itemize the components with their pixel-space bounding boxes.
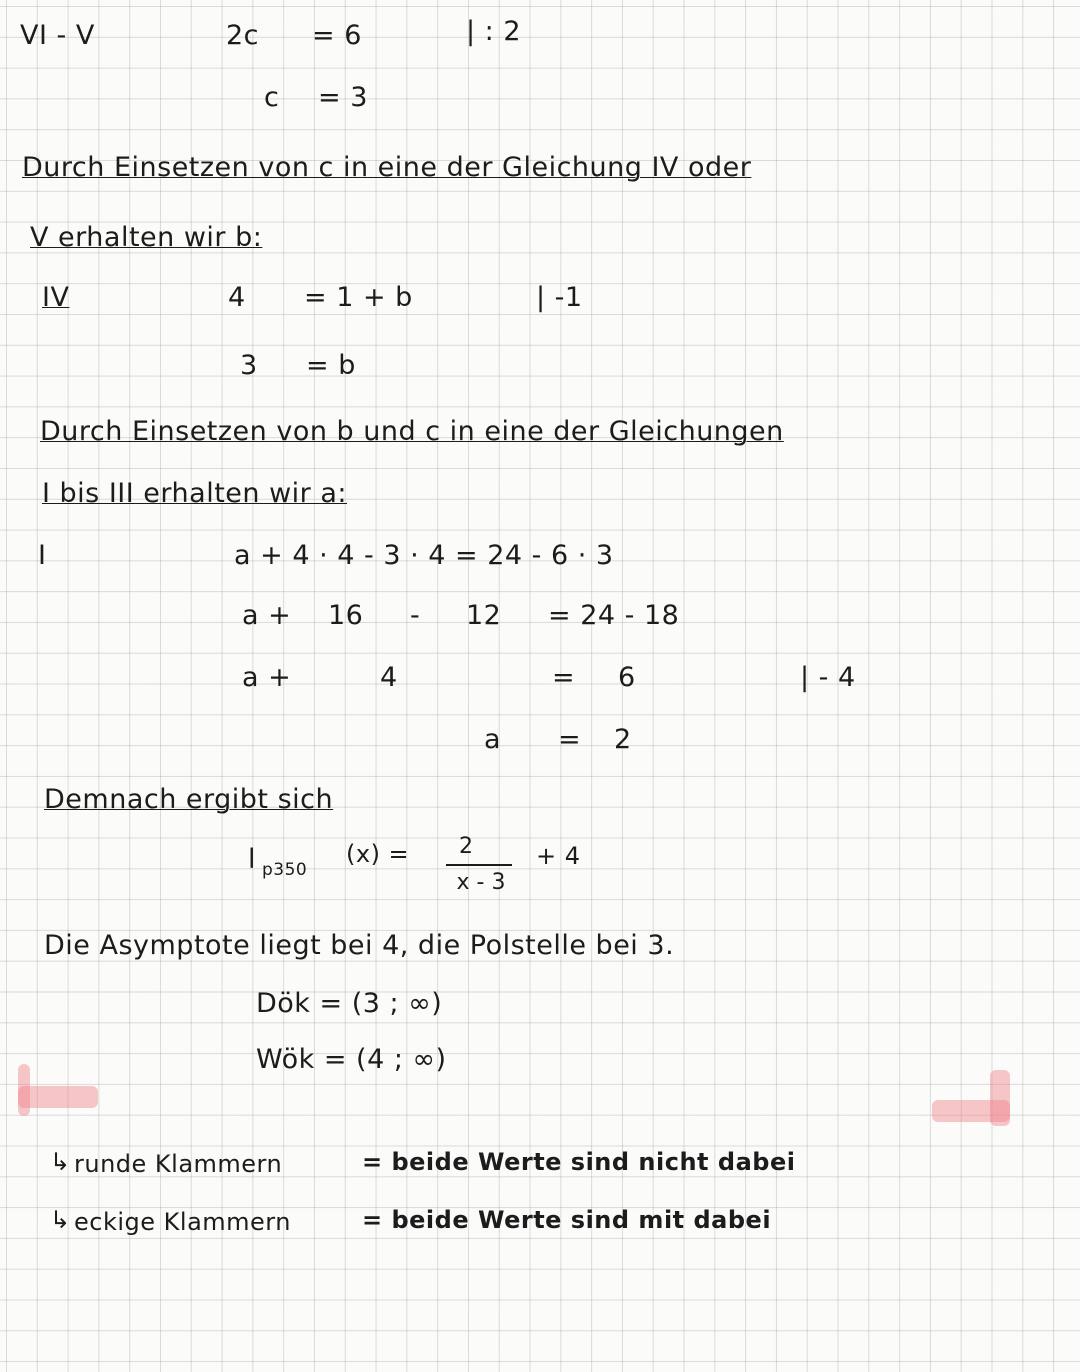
highlighter-right-stroke xyxy=(932,1100,1010,1122)
eq-op-minus1: | -1 xyxy=(536,282,583,313)
eq-equals: = xyxy=(552,662,576,693)
eq-minus: - xyxy=(410,600,421,631)
note1-label: runde Klammern xyxy=(74,1150,283,1178)
frac-bar xyxy=(446,864,512,866)
eq-rhs-b: = b xyxy=(306,350,356,381)
eq-label-vi-v: VI - V xyxy=(20,20,95,51)
eq-rhs-6: = 6 xyxy=(312,20,362,51)
eq-4: 4 xyxy=(380,662,398,693)
text-demnach: Demnach ergibt sich xyxy=(44,784,334,815)
note1-text: = beide Werte sind nicht dabei xyxy=(362,1148,796,1176)
eq-op-minus4: | - 4 xyxy=(800,662,856,693)
range-wok: Wök = (4 ; ∞) xyxy=(256,1044,447,1075)
note2-label: eckige Klammern xyxy=(74,1208,291,1236)
text-asymptote: Die Asymptote liegt bei 4, die Polstelle bei 3. xyxy=(44,930,675,961)
eq-lhs-2c: 2c xyxy=(226,20,260,51)
eq-label-iv: IV xyxy=(42,282,70,313)
highlighter-left-stroke xyxy=(18,1086,98,1108)
eq-a: a xyxy=(484,724,502,755)
eq-a-plus-2: a + xyxy=(242,662,292,693)
eq-24-minus-18: = 24 - 18 xyxy=(548,600,680,631)
eq-6: 6 xyxy=(618,662,636,693)
func-arg: (x) = xyxy=(346,840,410,868)
eq-lhs-4: 4 xyxy=(228,282,246,313)
text-erhalten-b: V erhalten wir b: xyxy=(30,222,263,253)
eq-2: 2 xyxy=(614,724,632,755)
eq-rhs-1-plus-b: = 1 + b xyxy=(304,282,413,313)
frac-denominator: x - 3 xyxy=(456,870,506,895)
eq-equals-2: = xyxy=(558,724,582,755)
eq-line-i: a + 4 · 4 - 3 · 4 = 24 - 6 · 3 xyxy=(234,540,614,571)
eq-12: 12 xyxy=(466,600,502,631)
text-erhalten-a: I bis III erhalten wir a: xyxy=(42,478,348,509)
func-tail: + 4 xyxy=(536,842,581,870)
note2-text: = beide Werte sind mit dabei xyxy=(362,1206,772,1234)
domain-dok: Dök = (3 ; ∞) xyxy=(256,988,443,1019)
eq-op-div2: | : 2 xyxy=(466,16,522,47)
eq-lhs-3: 3 xyxy=(240,350,258,381)
note2-arrow: ↳ xyxy=(50,1206,71,1234)
note1-arrow: ↳ xyxy=(50,1148,71,1176)
frac-numerator: 2 xyxy=(459,834,473,859)
eq-label-i: I xyxy=(38,540,47,571)
func-name: l xyxy=(248,844,257,875)
eq-rhs-3: = 3 xyxy=(318,82,368,113)
text-durch-einsetzen-bc: Durch Einsetzen von b und c in eine der Gleichungen xyxy=(40,416,784,447)
eq-a-plus: a + xyxy=(242,600,292,631)
eq-lhs-c: c xyxy=(264,82,280,113)
eq-16: 16 xyxy=(328,600,364,631)
text-durch-einsetzen-c: Durch Einsetzen von c in eine der Gleichung IV oder xyxy=(22,152,752,183)
func-subscript: p350 xyxy=(262,860,308,880)
